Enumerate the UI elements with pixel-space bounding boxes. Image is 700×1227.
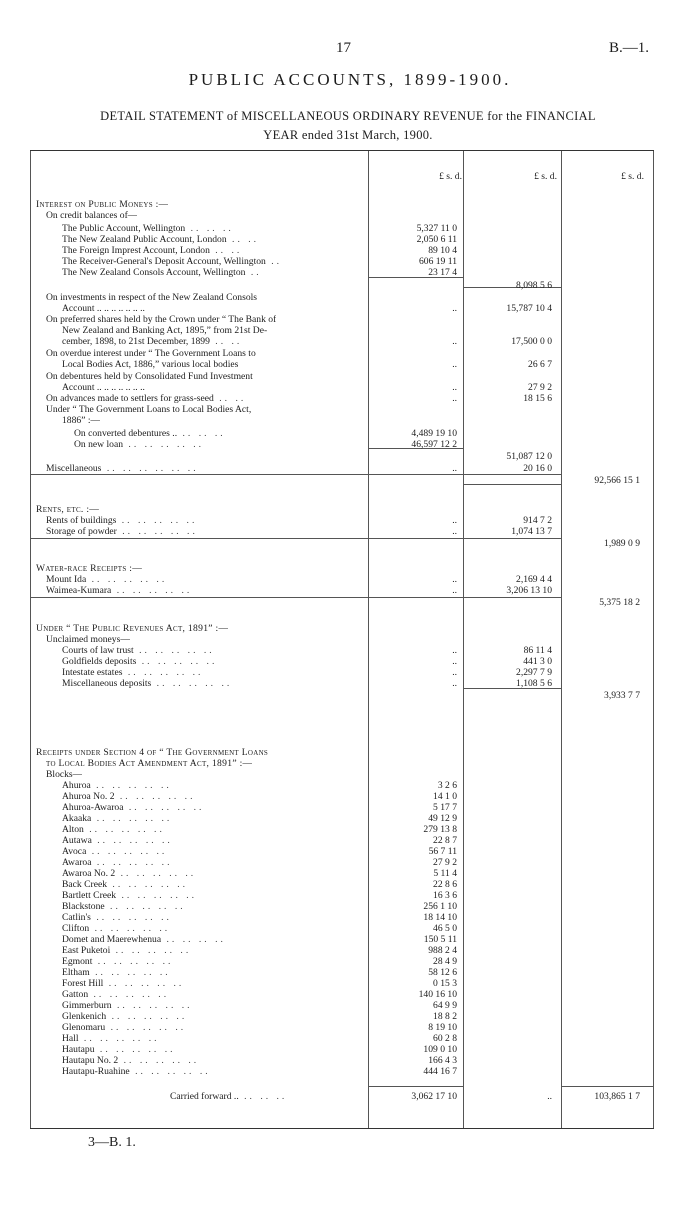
row-label: Waimea-Kumara .. .. .. .. .. — [46, 585, 193, 596]
leader-dots: .. — [265, 256, 283, 267]
table-row — [30, 359, 654, 370]
row-label: Gatton .. .. .. .. .. — [62, 989, 170, 1000]
amount-c1: 46 5 0 — [433, 923, 457, 934]
row-label: Awaroa No. 2 .. .. .. .. .. — [62, 868, 197, 879]
leader-dots: .. .. .. .. .. — [136, 656, 218, 667]
row-label: Unclaimed moneys— — [46, 634, 130, 645]
table-row — [30, 597, 654, 608]
leader-dots: .. .. .. .. .. — [104, 901, 186, 912]
table-row — [30, 348, 654, 359]
row-label: Egmont .. .. .. .. .. — [62, 956, 174, 967]
leader-dots: .. .. .. .. .. — [111, 585, 193, 596]
row-label: Domet and Maerewhenua .. .. .. .. — [62, 934, 226, 945]
row-label: On advances made to settlers for grass-seed .. .. — [46, 393, 247, 404]
amount-c1: 140 16 10 — [418, 989, 457, 1000]
table-row — [30, 634, 654, 645]
leader-dots: .. .. .. .. .. — [90, 780, 172, 791]
table-row — [30, 1066, 654, 1077]
carried-forward-rule — [368, 1086, 463, 1087]
row-label: Miscellaneous deposits .. .. .. .. .. — [62, 678, 233, 689]
amount-c1: 5 11 4 — [433, 868, 457, 879]
table-row — [30, 923, 654, 934]
table-row — [30, 813, 654, 824]
row-label: Autawa .. .. .. .. .. — [62, 835, 173, 846]
amount-c1: .. — [452, 382, 457, 393]
table-row — [30, 978, 654, 989]
row-label: Water-race Receipts :— — [36, 563, 143, 574]
table-row — [30, 879, 654, 890]
table-row — [30, 526, 654, 537]
row-label: to Local Bodies Act Amendment Act, 1891” :— — [46, 758, 253, 769]
row-label: The Foreign Imprest Account, London .. .. — [62, 245, 243, 256]
amount-c2: .. — [547, 1091, 552, 1102]
row-label: Ahuroa .. .. .. .. .. — [62, 780, 172, 791]
table-row — [30, 780, 654, 791]
row-label: Under “ The Public Revenues Act, 1891” :— — [36, 623, 229, 634]
amount-c1: 3,062 17 10 — [411, 1091, 457, 1102]
table-row — [30, 690, 654, 701]
table-row — [30, 656, 654, 667]
leader-dots: .. .. .. .. .. — [92, 956, 174, 967]
amount-c2: 8,098 5 6 — [516, 280, 552, 291]
document-reference: B.—1. — [609, 40, 650, 56]
row-label: Carried forward .. .. .. .. — [170, 1091, 288, 1102]
table-row — [30, 1055, 654, 1066]
table-row — [30, 1022, 654, 1033]
leader-dots: .. .. .. .. .. — [111, 1000, 193, 1011]
amount-c1: 23 17 4 — [428, 267, 457, 278]
amount-c2: 15,787 10 4 — [506, 303, 552, 314]
amount-c1: 166 4 3 — [428, 1055, 457, 1066]
table-row — [30, 303, 654, 314]
table-row — [30, 1044, 654, 1055]
leader-dots: .. .. .. .. .. — [107, 879, 189, 890]
table-row — [30, 515, 654, 526]
row-label: Intestate estates .. .. .. .. .. — [62, 667, 204, 678]
amount-c1: .. — [452, 359, 457, 370]
amount-c1: 49 12 9 — [428, 813, 457, 824]
amount-c1: 58 12 6 — [428, 967, 457, 978]
subtitle-line-2: YEAR ended 31st March, 1900. — [263, 128, 433, 142]
amount-c2: 1,108 5 6 — [516, 678, 552, 689]
table-row — [30, 371, 654, 382]
table-row — [30, 256, 654, 267]
leader-dots: .. .. .. .. .. — [103, 978, 185, 989]
row-label: Ahuroa-Awaroa .. .. .. .. .. — [62, 802, 205, 813]
row-label: On new loan .. .. .. .. .. — [74, 439, 205, 450]
table-row — [30, 292, 654, 303]
amount-c1: 22 8 7 — [433, 835, 457, 846]
row-label: Rents of buildings .. .. .. .. .. — [46, 515, 198, 526]
row-label: Account .. .. .. .. .. .. .. — [62, 382, 145, 393]
row-label: On investments in respect of the New Zealand Consols — [46, 292, 258, 303]
row-label: The Receiver-General's Deposit Account, Wellington .. — [62, 256, 283, 267]
row-label: New Zealand and Banking Act, 1895,” from 21st De- — [62, 325, 268, 336]
leader-dots: .. .. .. — [185, 223, 234, 234]
table-row — [30, 956, 654, 967]
table-row — [30, 267, 654, 278]
leader-dots: .. .. .. .. .. — [89, 923, 171, 934]
table-row — [30, 451, 654, 462]
amount-c1: 0 15 3 — [433, 978, 457, 989]
table-row — [30, 475, 654, 486]
amount-c3: 92,566 15 1 — [594, 475, 640, 486]
leader-dots: .. .. .. .. .. — [83, 824, 165, 835]
amount-c2: 3,206 13 10 — [506, 585, 552, 596]
row-label: 1886” :— — [62, 415, 101, 426]
row-label: Clifton .. .. .. .. .. — [62, 923, 171, 934]
row-label: Rents, etc. :— — [36, 504, 100, 515]
row-label: Hall .. .. .. .. .. — [62, 1033, 160, 1044]
amount-c2: 2,297 7 9 — [516, 667, 552, 678]
row-label: The New Zealand Consols Account, Wellington .. — [62, 267, 262, 278]
amount-c3: 5,375 18 2 — [599, 597, 640, 608]
revenue-table — [30, 150, 654, 1129]
table-row — [30, 574, 654, 585]
row-label: Avoca .. .. .. .. .. — [62, 846, 168, 857]
row-label: East Puketoi .. .. .. .. .. — [62, 945, 192, 956]
amount-c1: 5,327 11 0 — [416, 223, 457, 234]
leader-dots: .. .. .. .. .. — [118, 1055, 200, 1066]
row-label: Awaroa .. .. .. .. .. — [62, 857, 173, 868]
leader-dots: .. .. .. .. .. — [151, 678, 233, 689]
amount-c2: 2,169 4 4 — [516, 574, 552, 585]
leader-dots: .. .. — [209, 336, 243, 347]
amount-c1: .. — [452, 667, 457, 678]
amount-c1: 46,597 12 2 — [411, 439, 457, 450]
leader-dots: .. .. .. — [238, 1091, 288, 1102]
leader-dots: .. .. .. .. .. — [105, 1022, 187, 1033]
table-row — [30, 890, 654, 901]
amount-c1: 4,489 19 10 — [411, 428, 457, 439]
amount-c1: 444 16 7 — [423, 1066, 457, 1077]
table-row — [30, 415, 654, 426]
row-label: On preferred shares held by the Crown under “ The Bank of — [46, 314, 277, 325]
leader-dots: .. .. .. .. .. — [86, 846, 168, 857]
page-number: 17 — [336, 40, 351, 56]
leader-dots: .. .. .. .. .. — [91, 813, 173, 824]
table-row — [30, 678, 654, 689]
amount-c1: 3 2 6 — [437, 780, 457, 791]
table-row — [30, 835, 654, 846]
amount-c3: 1,989 0 9 — [604, 538, 640, 549]
row-label: Back Creek .. .. .. .. .. — [62, 879, 189, 890]
row-label: On credit balances of— — [46, 210, 138, 221]
leader-dots: .. .. .. .. .. — [114, 791, 196, 802]
table-row — [30, 393, 654, 404]
table-row — [30, 336, 654, 347]
table-row — [30, 280, 654, 291]
row-label: On converted debentures .. .. .. .. — [74, 428, 226, 439]
amount-c2: 27 9 2 — [528, 382, 552, 393]
amount-c2: 20 16 0 — [523, 463, 552, 474]
table-row — [30, 791, 654, 802]
amount-c1: 89 10 4 — [428, 245, 457, 256]
row-label: Blackstone .. .. .. .. .. — [62, 901, 186, 912]
table-row — [30, 504, 654, 515]
leader-dots: .. .. .. .. .. — [78, 1033, 160, 1044]
row-label: Bartlett Creek .. .. .. .. .. — [62, 890, 198, 901]
row-label: Catlin's .. .. .. .. .. — [62, 912, 172, 923]
row-label: On overdue interest under “ The Government Loans to — [46, 348, 256, 359]
row-label: Goldfields deposits .. .. .. .. .. — [62, 656, 218, 667]
amount-c1: 28 4 9 — [433, 956, 457, 967]
leader-dots: .. .. .. .. .. — [91, 835, 173, 846]
row-label: Glenomaru .. .. .. .. .. — [62, 1022, 187, 1033]
table-row — [30, 912, 654, 923]
row-label: Ahuroa No. 2 .. .. .. .. .. — [62, 791, 196, 802]
table-row — [30, 645, 654, 656]
row-label: Hautapu .. .. .. .. .. — [62, 1044, 176, 1055]
row-label: Under “ The Government Loans to Local Bodies Act, — [46, 404, 252, 415]
leader-dots: .. .. .. .. .. — [89, 967, 171, 978]
leader-dots: .. .. .. .. .. — [91, 857, 173, 868]
row-label: Receipts under Section 4 of “ The Government Loans — [36, 747, 269, 758]
table-row — [30, 824, 654, 835]
table-row — [30, 199, 654, 210]
leader-dots: .. .. .. .. .. — [123, 802, 205, 813]
leader-dots: .. .. .. .. .. — [129, 1066, 211, 1077]
amount-c2: 914 7 2 — [523, 515, 552, 526]
row-label: Hautapu No. 2 .. .. .. .. .. — [62, 1055, 200, 1066]
table-row — [30, 1000, 654, 1011]
amount-c1: .. — [452, 645, 457, 656]
amount-c1: .. — [452, 656, 457, 667]
amount-c2: 17,500 0 0 — [511, 336, 552, 347]
leader-dots: .. — [245, 267, 262, 278]
row-label: Interest on Public Moneys :— — [36, 199, 169, 210]
row-label: Account .. .. .. .. .. .. .. — [62, 303, 145, 314]
amount-c1: 2,050 6 11 — [416, 234, 457, 245]
leader-dots: .. .. .. .. .. — [116, 515, 198, 526]
leader-dots: .. .. .. .. .. — [115, 868, 197, 879]
row-label: Glenkenich .. .. .. .. .. — [62, 1011, 188, 1022]
amount-c1: .. — [452, 678, 457, 689]
amount-c1: 8 19 10 — [428, 1022, 457, 1033]
table-row — [30, 245, 654, 256]
leader-dots: .. .. .. — [177, 428, 226, 439]
leader-dots: .. .. .. .. .. — [106, 1011, 188, 1022]
row-label: Mount Ida .. .. .. .. .. — [46, 574, 168, 585]
table-row — [30, 1091, 654, 1102]
table-row — [30, 967, 654, 978]
leader-dots: .. .. .. .. .. .. — [101, 463, 199, 474]
row-label: Hautapu-Ruahine .. .. .. .. .. — [62, 1066, 211, 1077]
amount-c1: 279 13 8 — [423, 824, 457, 835]
amount-c2: 18 15 6 — [523, 393, 552, 404]
subtitle-line-1: DETAIL STATEMENT of MISCELLANEOUS ORDINARY REVENUE for the FINANCIAL — [100, 109, 596, 123]
table-row — [30, 463, 654, 474]
amount-c2: 26 6 7 — [528, 359, 552, 370]
amount-c3: 3,933 7 7 — [604, 690, 640, 701]
amount-c1: 56 7 11 — [428, 846, 457, 857]
table-row — [30, 1033, 654, 1044]
amount-c1: 60 2 8 — [433, 1033, 457, 1044]
table-row — [30, 623, 654, 634]
amount-c1: .. — [452, 303, 457, 314]
row-label: Gimmerburn .. .. .. .. .. — [62, 1000, 193, 1011]
row-label: On debentures held by Consolidated Fund Investment — [46, 371, 253, 382]
leader-dots: .. .. — [209, 245, 243, 256]
amount-c1: 14 1 0 — [433, 791, 457, 802]
amount-c1: .. — [452, 463, 457, 474]
amount-c1: .. — [452, 526, 457, 537]
table-row — [30, 747, 654, 758]
amount-c1: .. — [452, 574, 457, 585]
row-label: Eltham .. .. .. .. .. — [62, 967, 171, 978]
row-label: Alton .. .. .. .. .. — [62, 824, 165, 835]
amount-c1: 64 9 9 — [433, 1000, 457, 1011]
row-label: Local Bodies Act, 1886,” various local bodies — [62, 359, 239, 370]
leader-dots: .. .. .. .. .. — [86, 574, 168, 585]
amount-c1: 109 0 10 — [423, 1044, 457, 1055]
table-row — [30, 314, 654, 325]
table-row — [30, 934, 654, 945]
row-label: Forest Hill .. .. .. .. .. — [62, 978, 185, 989]
amount-c1: 256 1 10 — [423, 901, 457, 912]
leader-dots: .. .. .. .. .. — [123, 439, 205, 450]
column-header-2: £ s. d. — [534, 171, 557, 182]
table-row — [30, 585, 654, 596]
amount-c1: 18 8 2 — [433, 1011, 457, 1022]
table-row — [30, 428, 654, 439]
amount-c3: 103,865 1 7 — [594, 1091, 640, 1102]
amount-c1: .. — [452, 515, 457, 526]
table-row — [30, 325, 654, 336]
table-row — [30, 223, 654, 234]
column-header-3: £ s. d. — [621, 171, 644, 182]
table-row — [30, 563, 654, 574]
amount-c2: 51,087 12 0 — [506, 451, 552, 462]
amount-c1: 606 19 11 — [418, 256, 457, 267]
table-row — [30, 758, 654, 769]
leader-dots: .. .. .. .. .. — [116, 890, 198, 901]
row-label: The New Zealand Public Account, London .. .. — [62, 234, 260, 245]
leader-dots: .. .. .. .. .. — [88, 989, 170, 1000]
table-row — [30, 901, 654, 912]
row-label: Akaaka .. .. .. .. .. — [62, 813, 173, 824]
leader-dots: .. .. .. .. .. — [94, 1044, 176, 1055]
amount-c1: 27 9 2 — [433, 857, 457, 868]
table-row — [30, 802, 654, 813]
leader-dots: .. .. .. .. — [161, 934, 226, 945]
table-row — [30, 667, 654, 678]
amount-c1: 150 5 11 — [423, 934, 457, 945]
table-row — [30, 769, 654, 780]
table-row — [30, 404, 654, 415]
table-row — [30, 1011, 654, 1022]
table-row — [30, 868, 654, 879]
statement-subtitle — [28, 107, 668, 145]
table-row — [30, 234, 654, 245]
table-row — [30, 857, 654, 868]
amount-c2: 441 3 0 — [523, 656, 552, 667]
carried-forward-rule — [561, 1086, 653, 1087]
amount-c2: 1,074 13 7 — [511, 526, 552, 537]
row-label: Miscellaneous .. .. .. .. .. .. — [46, 463, 199, 474]
leader-dots: .. .. .. .. .. — [90, 912, 172, 923]
amount-c1: 5 17 7 — [433, 802, 457, 813]
amount-c1: 16 3 6 — [433, 890, 457, 901]
leader-dots: .. .. — [213, 393, 247, 404]
leader-dots: .. .. .. .. .. — [116, 526, 198, 537]
amount-c1: .. — [452, 336, 457, 347]
leader-dots: .. .. — [226, 234, 260, 245]
table-row — [30, 989, 654, 1000]
row-label: Storage of powder .. .. .. .. .. — [46, 526, 198, 537]
row-label: cember, 1898, to 21st December, 1899 .. .. — [62, 336, 243, 347]
page-title: PUBLIC ACCOUNTS, 1899-1900. — [188, 70, 512, 89]
table-row — [30, 945, 654, 956]
table-row — [30, 439, 654, 450]
row-label: Blocks— — [46, 769, 83, 780]
row-label: The Public Account, Wellington .. .. .. — [62, 223, 234, 234]
leader-dots: .. .. .. .. .. — [122, 667, 204, 678]
table-row — [30, 210, 654, 221]
amount-c1: 22 8 6 — [433, 879, 457, 890]
amount-c1: .. — [452, 393, 457, 404]
leader-dots: .. .. .. .. .. — [133, 645, 215, 656]
column-header-1: £ s. d. — [439, 171, 462, 182]
amount-c1: 18 14 10 — [423, 912, 457, 923]
table-row — [30, 538, 654, 549]
leader-dots: .. .. .. .. .. — [110, 945, 192, 956]
row-label: Courts of law trust .. .. .. .. .. — [62, 645, 215, 656]
page-footer-signature: 3—B. 1. — [88, 1135, 136, 1150]
table-row — [30, 382, 654, 393]
table-row — [30, 846, 654, 857]
amount-c1: .. — [452, 585, 457, 596]
amount-c1: 988 2 4 — [428, 945, 457, 956]
amount-c2: 86 11 4 — [523, 645, 552, 656]
